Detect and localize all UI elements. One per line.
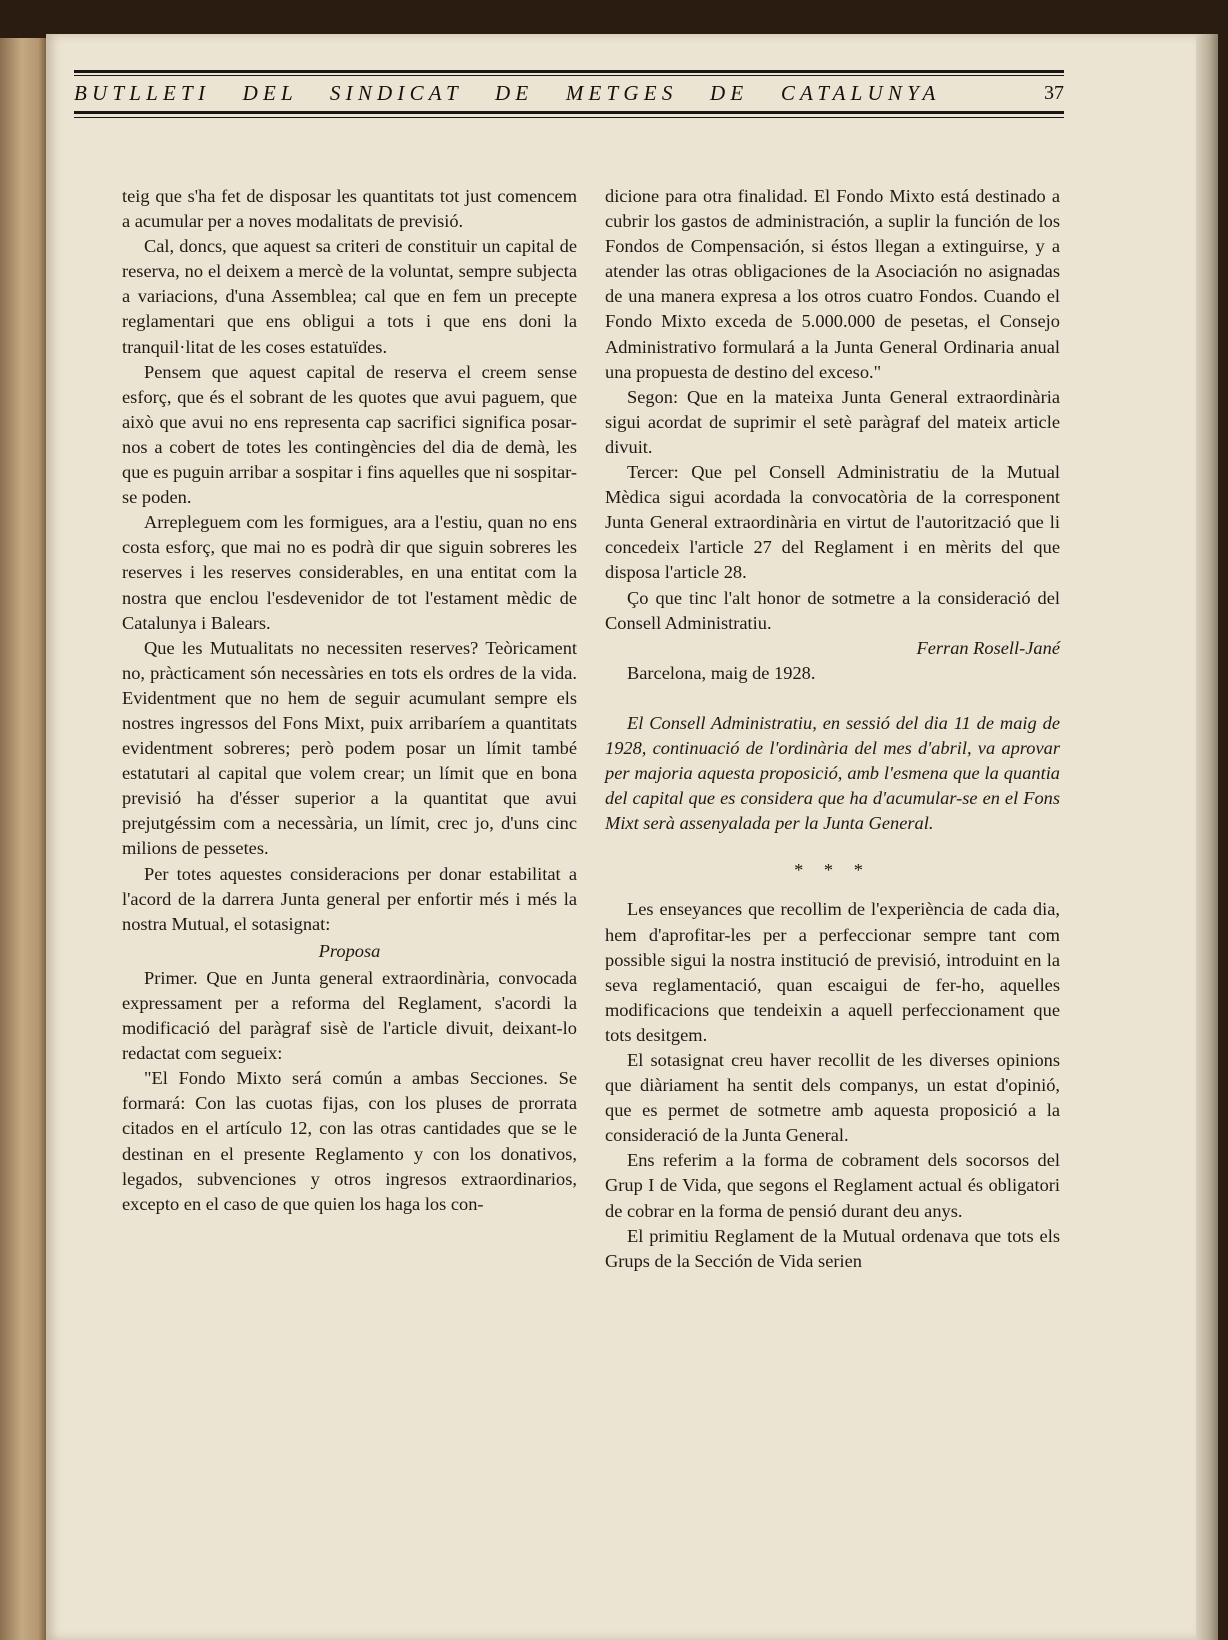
paragraph: teig que s'ha fet de disposar les quantitats tot just comencem a acumular per a noves modalitats de previsió. [122, 186, 577, 232]
journal-title: BUTLLETI DEL SINDICAT DE METGES DE CATALUNYA [74, 81, 941, 105]
paragraph: Arrepleguem com les formigues, ara a l'estiu, quan no ens costa esforç, que mai no es podrà dir que siguin sobreres les reserves i les reserves considerables, en una entitat com la nostra que enclou l'esdevenidor de tot l'estament mèdic de Catalunya i Balears. [122, 512, 577, 633]
paragraph: Ens referim a la forma de cobrament dels socorsos del Grup I de Vida, que segons el Reglament actual és obligatori de cobrar en la forma de pensió durant deu anys. [605, 1150, 1060, 1221]
paragraph: Les enseyances que recollim de l'experiència de cada dia, hem d'aprofitar-les per a perfeccionar sempre tant com possible sigui la nostra institució de previsió, introduint en la seva reglamentació, quan escaigui de fer-ho, aquelles modificacions que tendeixin a aquell perfeccionament que tots desitgem. [605, 899, 1060, 1045]
paragraph: Pensem que aquest capital de reserva el creem sense esforç, que és el sobrant de les quotes que avui paguem, que això que avui no ens representa cap sacrifici significa posar-nos a cobert de totes les contingències del dia de demà, les que es puguin arribar a sospitar i fins aquelles que ni sospitar-se poden. [122, 361, 577, 508]
section-separator: * * * [794, 860, 871, 881]
paragraph: Tercer: Que pel Consell Administratiu de la Mutual Mèdica sigui acordada la convocatòria de la corresponent Junta General extraordinària en virtut de l'autorització que li concedeix l'article 27 del Reglament i en mèrits del que disposa l'article 28. [605, 462, 1060, 583]
header-rule-top [74, 70, 1064, 73]
page-edge [1196, 34, 1218, 1640]
paragraph: Primer. Que en Junta general extraordinària, convocada expressament per a reforma del Reglament, s'acordi la modificació del paràgraf sisè de l'article divuit, deixant-lo redactat com segueix: [122, 967, 577, 1064]
signature: Ferran Rosell-Jané [916, 637, 1060, 658]
paragraph: Cal, doncs, que aquest sa criteri de constituir un capital de reserva, no el deixem a mercè de la voluntat, sempre subjecta a variacions, d'una Assemblea; cal que en fem un precepte reglamentari que ens obligui a tots i que ens doni la tranquil·litat de les coses estatuïdes. [122, 236, 577, 357]
header-rule-bottom-thin [74, 117, 1064, 118]
paragraph: El sotasignat creu haver recollit de les diverses opinions que diàriament ha sentit dels companys, un estat d'opinió, que es permet de sotmetre amb aquesta proposició a la consideració de la Junta General. [605, 1050, 1060, 1146]
right-column [605, 184, 1060, 1274]
paragraph: Ço que tinc l'alt honor de sotmetre a la consideració del Consell Administratiu. [605, 587, 1060, 633]
running-header [74, 70, 1064, 124]
paragraph: Segon: Que en la mateixa Junta General extraordinària sigui acordat de suprimir el setè paràgraf del mateix article divuit. [605, 386, 1060, 457]
book-binding [0, 38, 50, 1640]
paragraph: El primitiu Reglament de la Mutual ordenava que tots els Grups de la Sección de Vida serien [605, 1225, 1060, 1271]
header-rule-top-thin [74, 75, 1064, 76]
resolution-note: El Consell Administratiu, en sessió del dia 11 de maig de 1928, continuació de l'ordinària del mes d'abril, va aprovar per majoria aquesta proposició, amb l'esmena que la quantia del capital que es considera que ha d'acumular-se en el Fons Mixt serà assenyalada per la Junta General. [605, 712, 1060, 834]
page-number: 37 [1044, 82, 1064, 104]
place-date: Barcelona, maig de 1928. [627, 662, 816, 683]
quoted-paragraph: "El Fondo Mixto será común a ambas Secciones. Se formará: Con las cuotas fijas, con los pluses de prorrata citados en el artículo 12, con las otras cantidades que se le destinan en el presente Reglamento y con los donativos, legados, subvenciones y otros ingresos extraordinarios, excepto en el caso de que quien los haga los con- [122, 1068, 577, 1214]
paragraph: Per totes aquestes consideracions per donar estabilitat a l'acord de la darrera Junta general per enfortir més i més la nostra Mutual, el sotasignat: [122, 863, 577, 934]
paragraph: Que les Mutualitats no necessiten reserves? Teòricament no, pràcticament són necessàries en tots els ordres de la vida. Evidentment que no hem de seguir acumulant sempre els nostres ingressos del Fons Mixt, puix arribaríem a quantitats evidentment sobreres; però podem posar un límit també estatutari al capital que volem crear; un límit que en bona previsió ha d'ésser superior a la quantitat que avui prejutgéssim com a necessària, un límit, crec jo, d'uns cinc milions de pessetes. [122, 637, 577, 859]
proposa-heading: Proposa [318, 940, 381, 961]
paragraph: dicione para otra finalidad. El Fondo Mixto está destinado a cubrir los gastos de administración, a suplir la función de los Fondos de Compensación, si éstos llegan a extinguirse, y a atender las otras obligaciones de la Asociación no asignadas de una manera expresa a los otros cuatro Fondos. Cuando el Fondo Mixto exceda de 5.000.000 de pesetas, el Consejo Administrativo formulará a la Junta General Ordinaria anual una propuesta de destino del exceso." [605, 186, 1060, 382]
left-column [122, 184, 577, 1217]
header-rule-bottom [74, 111, 1064, 114]
